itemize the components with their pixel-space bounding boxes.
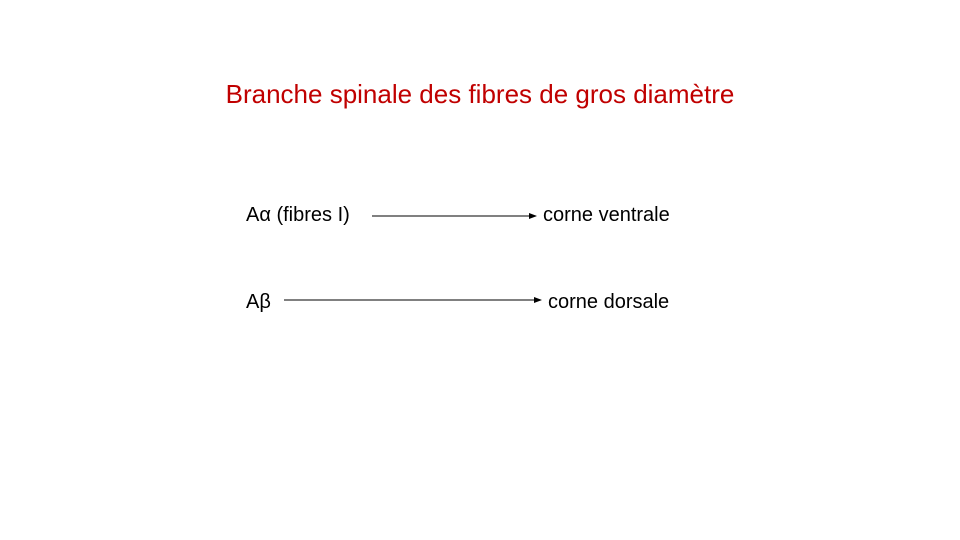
pathway-1-target: corne ventrale [543, 204, 670, 226]
pathway-1-source: Aα (fibres I) [246, 204, 350, 226]
pathway-2-target: corne dorsale [548, 291, 670, 313]
pathway-2-source: Aβ [246, 291, 271, 313]
slide-title: Branche spinale des fibres de gros diamètre [225, 79, 735, 109]
